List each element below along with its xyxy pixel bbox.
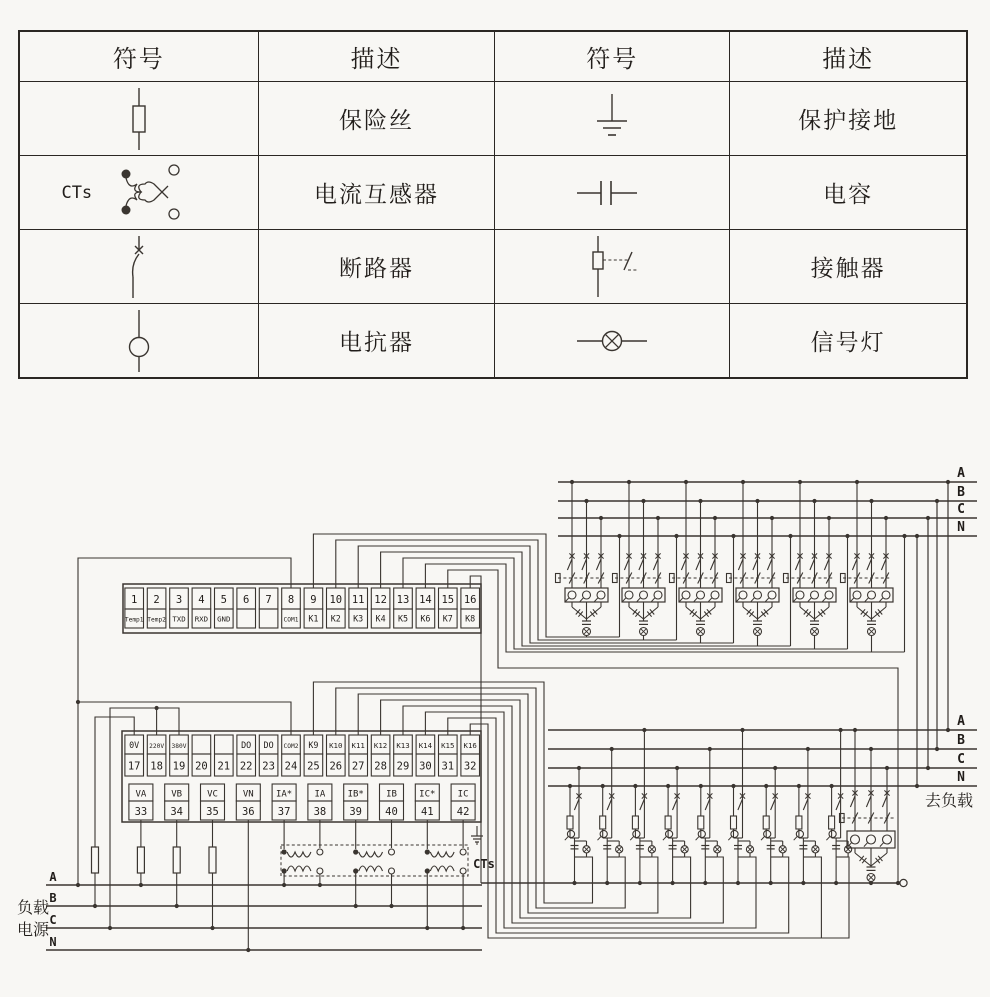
svg-text:18: 18 [150,760,163,773]
svg-text:37: 37 [277,806,291,818]
current-transformers [281,820,495,930]
fuse-symbol [19,82,258,156]
svg-text:3: 3 [175,594,183,606]
svg-text:19: 19 [172,760,186,773]
svg-text:DO: DO [263,740,274,750]
svg-text:36: 36 [241,806,255,818]
svg-text:24: 24 [284,760,298,773]
svg-text:K15: K15 [441,741,455,750]
svg-text:14: 14 [419,594,432,606]
svg-text:28: 28 [374,760,387,773]
terminal-strips [122,584,481,822]
svg-text:17: 17 [127,760,141,773]
svg-text:21: 21 [217,760,231,773]
breaker-description: 断路器 [258,230,495,304]
legend-header-symbol-2: 符号 [495,31,730,82]
svg-text:K12: K12 [373,741,388,750]
current-transformer-description: 电流互感器 [258,156,495,230]
svg-text:33: 33 [134,806,148,818]
diagram-root [17,466,977,952]
legend-header-row [19,31,967,82]
current-transformer-symbol [19,156,258,230]
legend-row-3 [19,230,967,304]
svg-text:30: 30 [419,760,432,773]
circuit-diagram [0,430,990,997]
svg-text:VB: VB [171,789,183,800]
svg-text:4: 4 [198,594,205,606]
svg-text:7: 7 [265,594,272,606]
ground-symbol [495,82,730,156]
svg-text:35: 35 [206,806,219,818]
bottom-branches [481,728,907,887]
svg-text:25: 25 [307,760,320,773]
legend-row-2 [19,156,967,230]
legend-header-desc-1: 描述 [258,31,495,82]
svg-text:B: B [957,733,965,748]
svg-text:N: N [49,935,57,949]
svg-text:16: 16 [463,594,477,606]
svg-text:26: 26 [329,760,343,773]
svg-text:K2: K2 [330,613,341,624]
svg-text:K4: K4 [375,613,386,624]
svg-text:34: 34 [170,806,184,818]
contactor-description: 接触器 [730,230,967,304]
load-power-bus-group [17,870,482,950]
reactor-symbol [19,304,258,379]
svg-text:K3: K3 [353,613,364,624]
svg-text:K13: K13 [396,741,410,750]
svg-text:GND: GND [217,614,231,624]
svg-text:IC*: IC* [419,789,436,800]
svg-text:TXD: TXD [172,614,186,624]
voltage-sense-wires [137,820,250,952]
svg-text:IC: IC [457,789,469,800]
contactor-symbol [495,230,730,304]
capacitor-symbol [495,156,730,230]
legend-row-1 [19,82,967,156]
svg-text:Temp2: Temp2 [147,616,166,624]
svg-text:K5: K5 [397,613,409,624]
svg-text:22: 22 [239,760,253,773]
svg-text:20: 20 [195,760,208,773]
svg-text:VA: VA [135,789,147,800]
svg-text:IB: IB [386,789,397,800]
svg-text:B: B [957,485,965,500]
svg-text:8: 8 [287,594,295,606]
signal-lamp-symbol [495,304,730,379]
legend-table [18,30,968,379]
svg-text:C: C [957,502,965,517]
reactor-description: 电抗器 [258,304,495,379]
svg-text:RXD: RXD [194,614,209,624]
svg-text:9: 9 [310,594,317,606]
svg-text:32: 32 [463,760,477,773]
svg-text:K1: K1 [308,613,319,624]
svg-text:23: 23 [262,760,275,773]
legend-header-desc-2: 描述 [730,31,967,82]
capacitor-bank-groups-top [556,480,907,652]
svg-text:CTs: CTs [473,857,495,871]
svg-text:41: 41 [420,806,434,818]
svg-text:IA*: IA* [275,789,293,800]
svg-text:A: A [957,714,965,729]
svg-text:去负载: 去负载 [924,791,974,810]
control-wires-k1-k8 [313,534,904,885]
svg-text:N: N [957,520,965,535]
svg-text:10: 10 [329,594,343,606]
svg-text:K9: K9 [308,740,319,750]
svg-text:2: 2 [153,594,160,606]
svg-text:12: 12 [374,594,387,606]
svg-text:K6: K6 [420,613,431,624]
svg-text:15: 15 [441,594,455,606]
svg-text:380V: 380V [171,743,187,750]
svg-text:31: 31 [441,760,455,773]
svg-text:VC: VC [207,789,218,800]
top-bus-group [548,466,977,810]
svg-text:K10: K10 [329,741,343,750]
svg-text:5: 5 [220,594,227,606]
svg-text:29: 29 [396,760,410,773]
svg-text:27: 27 [351,760,365,773]
svg-text:1: 1 [131,594,138,606]
svg-text:A: A [49,870,57,884]
signal-lamp-description: 信号灯 [730,304,967,379]
svg-text:COM2: COM2 [283,743,299,750]
svg-text:COM1: COM1 [283,616,299,624]
svg-text:Temp1: Temp1 [124,616,144,624]
svg-text:6: 6 [243,594,250,606]
breaker-symbol [19,230,258,304]
svg-text:220V: 220V [149,743,165,750]
svg-text:C: C [957,752,965,767]
legend-header-symbol-1: 符号 [19,31,258,82]
svg-text:40: 40 [385,806,398,818]
svg-text:DO: DO [241,740,252,750]
svg-text:K11: K11 [351,741,365,750]
svg-text:VN: VN [242,789,254,800]
svg-text:K16: K16 [463,741,477,750]
svg-text:42: 42 [456,806,470,818]
svg-text:B: B [49,891,57,905]
svg-text:13: 13 [396,594,410,606]
cts-label: CTs [61,182,93,203]
svg-text:39: 39 [349,806,363,818]
capacitor-description: 电容 [730,156,967,230]
svg-text:0V: 0V [129,740,140,750]
svg-text:电源: 电源 [17,920,50,939]
svg-text:11: 11 [351,594,365,606]
svg-text:N: N [957,770,965,785]
svg-text:负载: 负载 [17,898,50,917]
svg-text:K8: K8 [465,613,476,624]
fuse-description: 保险丝 [258,82,495,156]
legend-row-4 [19,304,967,379]
svg-text:38: 38 [313,806,327,818]
svg-text:C: C [49,913,57,927]
svg-text:K7: K7 [442,613,453,624]
svg-text:IA: IA [314,789,326,800]
svg-text:A: A [957,466,965,481]
svg-text:K14: K14 [418,741,433,750]
svg-text:IB*: IB* [347,789,364,800]
ground-description: 保护接地 [730,82,967,156]
bottom-capacitor-group [840,728,896,885]
